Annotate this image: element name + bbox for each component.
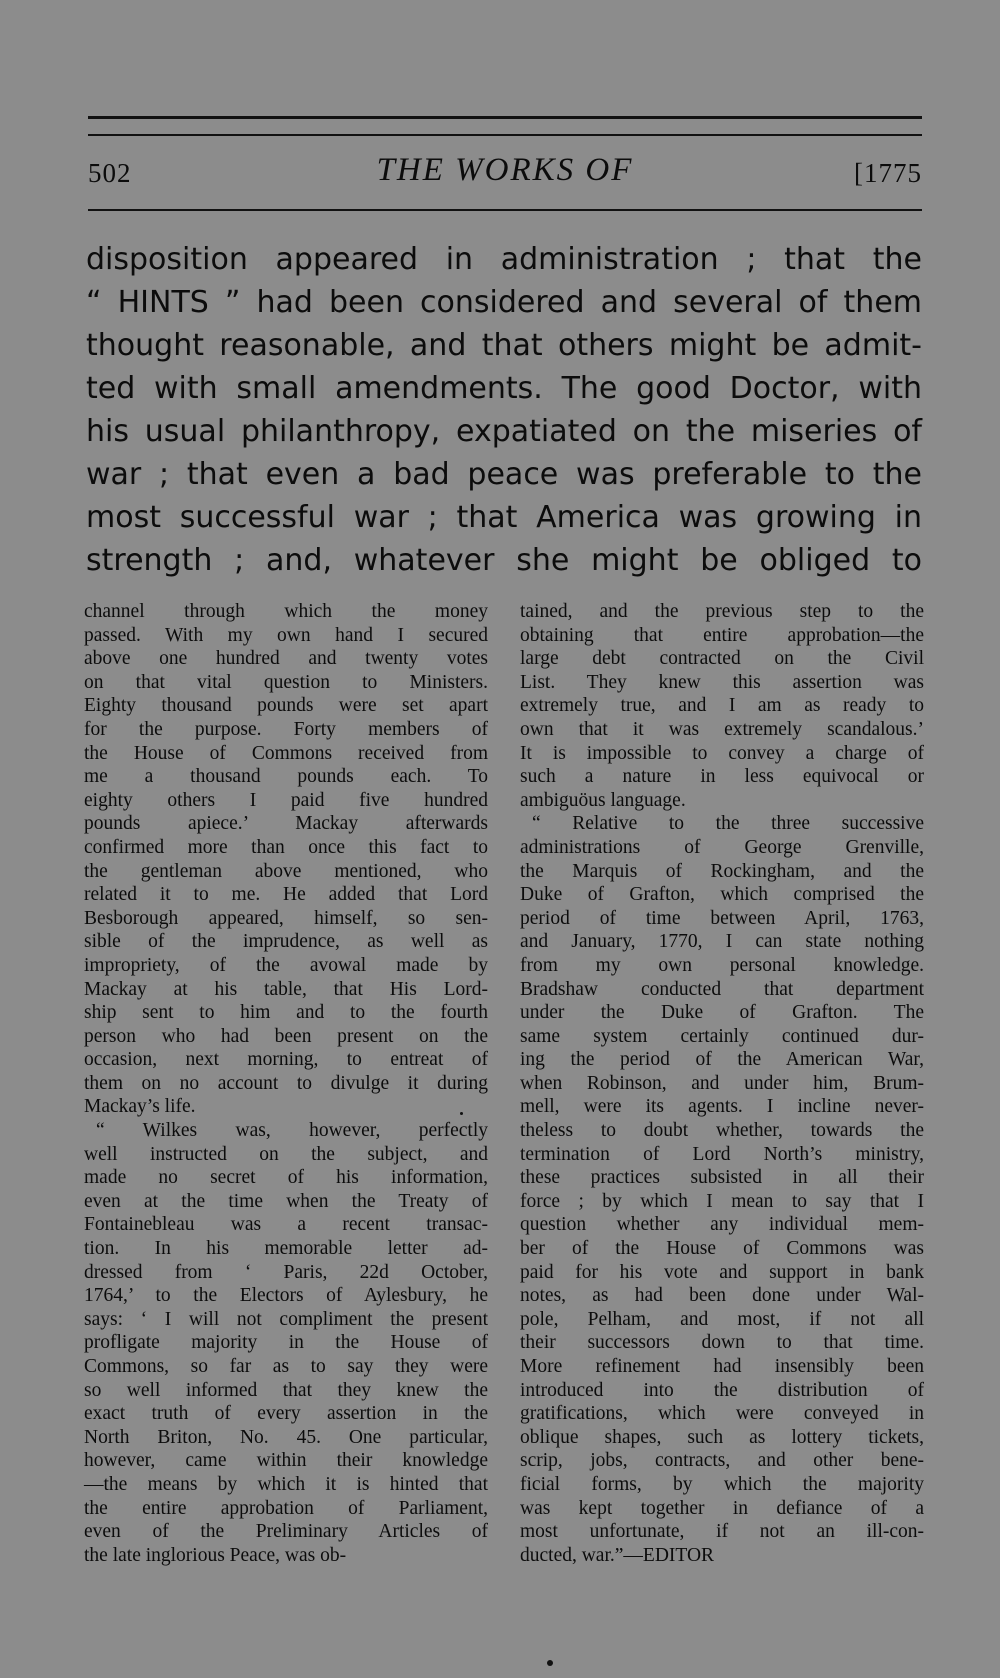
footnote-line: impropriety, of the avowal made by (84, 954, 488, 976)
lead-line: his usual philanthropy, expatiated on the miseries of (86, 414, 922, 449)
footnote-line: extremely true, and I am as ready to (520, 695, 924, 717)
footnote-line: ficial forms, by which the majority (520, 1473, 924, 1495)
footnote-line: period of time between April, 1763, (520, 907, 924, 929)
footnote-line: their successors down to that time. (520, 1332, 924, 1354)
top-rule (88, 116, 922, 119)
footnote-line: confirmed more than once this fact to (84, 836, 488, 858)
footnote-line: 1764,’ to the Electors of Aylesbury, he (84, 1285, 488, 1307)
running-title: THE WORKS OF (376, 152, 634, 188)
lead-line: war ; that even a bad peace was preferable to the (86, 457, 922, 492)
footnote-line: passed. With my own hand I secured (84, 624, 488, 646)
footnote-line: dressed from ‘ Paris, 22d October, (84, 1261, 488, 1283)
header-rule (88, 209, 922, 211)
running-header (88, 152, 922, 198)
footnote-line: gratifications, which were conveyed in (520, 1403, 924, 1425)
footnote-line: ship sent to him and to the fourth (84, 1002, 488, 1024)
footnote-line: sible of the imprudence, as well as (84, 931, 488, 953)
footnote-line: It is impossible to convey a charge of (520, 742, 924, 764)
footnote-line: from my own personal knowledge. (520, 954, 924, 976)
footnote-line: under the Duke of Grafton. The (520, 1002, 924, 1024)
top-rule-thin (88, 134, 922, 136)
footnote-line: so well informed that they knew the (84, 1379, 488, 1401)
footnote-line: Mackay’s life. (84, 1096, 196, 1118)
footnote-line: on that vital question to Ministers. (84, 671, 488, 693)
footnote-line: same system certainly continued dur- (520, 1025, 924, 1047)
lead-line: disposition appeared in administration ; that the (86, 242, 922, 277)
footnote-line: and January, 1770, I can state nothing (520, 931, 924, 953)
footnote-line: ambiguöus language. (520, 789, 686, 811)
footnote-line: pounds apiece.’ Mackay afterwards (84, 813, 488, 835)
lead-line: thought reasonable, and that others might be admit- (86, 328, 922, 363)
footnote-line: scrip, jobs, contracts, and other bene- (520, 1450, 924, 1472)
footnote-line: says: ‘ I will not compliment the present (84, 1308, 488, 1330)
footnote-line: occasion, next morning, to entreat of (84, 1049, 488, 1071)
footnote-line: oblique shapes, such as lottery tickets, (520, 1426, 924, 1448)
footnote-line: the Marquis of Rockingham, and the (520, 860, 924, 882)
footnote-line: me a thousand pounds each. To (84, 766, 488, 788)
footnote-line: administrations of George Grenville, (520, 836, 924, 858)
footnote-line: channel through which the money (84, 601, 488, 622)
footnote-line: “ Relative to the three successive (532, 813, 924, 835)
footnote-line: exact truth of every assertion in the (84, 1403, 488, 1425)
ink-speck (460, 1112, 463, 1115)
footnote-line: these practices subsisted in all their (520, 1167, 924, 1189)
footnote-line: notes, as had been done under Wal- (520, 1285, 924, 1307)
footnote-line: well instructed on the subject, and (84, 1143, 488, 1165)
footnote-line: related it to me. He added that Lord (84, 884, 488, 906)
footnote-line: Commons, so far as to say they were (84, 1356, 488, 1377)
footnote-line: —the means by which it is hinted that (84, 1473, 488, 1495)
lead-line: most successful war ; that America was growing in (86, 500, 922, 535)
footnote-line: North Briton, No. 45. One particular, (84, 1426, 488, 1448)
footnote-line: Fontainebleau was a recent transac- (84, 1214, 488, 1236)
footnote-line: profligate majority in the House of (84, 1332, 488, 1354)
footnote-line: termination of Lord North’s ministry, (520, 1143, 924, 1165)
left-footnote-column (84, 600, 488, 1567)
footnote-line: ing the period of the American War, (520, 1049, 924, 1071)
footnote-line: paid for his vote and support in bank (520, 1261, 924, 1283)
footnote-line: large debt contracted on the Civil (520, 648, 924, 670)
footnote-line: even at the time when the Treaty of (84, 1190, 488, 1212)
footnote-line: the entire approbation of Parliament, (84, 1497, 488, 1519)
footnote-line: pole, Pelham, and most, if not all (520, 1308, 924, 1330)
footnote-line: person who had been present on the (84, 1025, 488, 1047)
lead-line: “ HINTS ” had been considered and several of them (86, 285, 922, 320)
lead-line: strength ; and, whatever she might be obliged to (86, 543, 922, 578)
right-footnote-column (520, 600, 924, 1567)
footnote-line: them on no account to divulge it during (84, 1072, 488, 1094)
footnote-line: even of the Preliminary Articles of (84, 1521, 488, 1543)
footnote-line: eighty others I paid five hundred (84, 789, 488, 811)
footnote-line: however, came within their knowledge (84, 1450, 488, 1472)
footnote-line: was kept together in defiance of a (520, 1497, 924, 1519)
footnote-line: the late inglorious Peace, was ob- (84, 1544, 347, 1566)
footnote-line: Mackay at his table, that His Lord- (84, 978, 488, 1000)
footnote-line: the gentleman above mentioned, who (84, 860, 488, 882)
footnote-line: tion. In his memorable letter ad- (84, 1238, 488, 1260)
footnote-line: Besborough appeared, himself, so sen- (84, 907, 488, 929)
footnote-line: “ Wilkes was, however, perfectly (96, 1120, 488, 1142)
footnote-line: such a nature in less equivocal or (520, 766, 924, 788)
footnote-line: tained, and the previous step to the (520, 601, 924, 622)
lead-paragraph (86, 238, 922, 582)
footnote-line: ber of the House of Commons was (520, 1238, 924, 1260)
footnote-line: made no secret of his information, (84, 1167, 488, 1189)
footnote-line: the House of Commons received from (84, 742, 488, 764)
footnote-line: Bradshaw conducted that department (520, 978, 924, 1000)
ink-speck (547, 1660, 553, 1666)
footnote-line: own that it was extremely scandalous.’ (520, 718, 924, 740)
footnote-line: Eighty thousand pounds were set apart (84, 695, 488, 717)
footnote-line: More refinement had insensibly been (520, 1356, 924, 1377)
footnote-line: Duke of Grafton, which comprised the (520, 884, 924, 906)
lead-line: ted with small amendments. The good Doctor, with (86, 371, 922, 406)
footnote-line: List. They knew this assertion was (520, 671, 924, 693)
header-year: [1775 (854, 158, 922, 188)
footnote-line: theless to doubt whether, towards the (520, 1120, 924, 1142)
footnote-line: obtaining that entire approbation—the (520, 624, 924, 646)
footnote-line: most unfortunate, if not an ill-con- (520, 1521, 924, 1543)
footnote-line: question whether any individual mem- (520, 1214, 924, 1236)
footnote-line: ducted, war.”—EDITOR (520, 1544, 715, 1566)
footnote-line: for the purpose. Forty members of (84, 718, 488, 740)
footnote-line: force ; by which I mean to say that I (520, 1190, 924, 1212)
footnote-line: above one hundred and twenty votes (84, 648, 488, 670)
page-number: 502 (88, 158, 132, 188)
footnote-line: mell, were its agents. I incline never- (520, 1096, 924, 1118)
footnote-line: introduced into the distribution of (520, 1379, 924, 1401)
footnote-line: when Robinson, and under him, Brum- (520, 1072, 924, 1094)
